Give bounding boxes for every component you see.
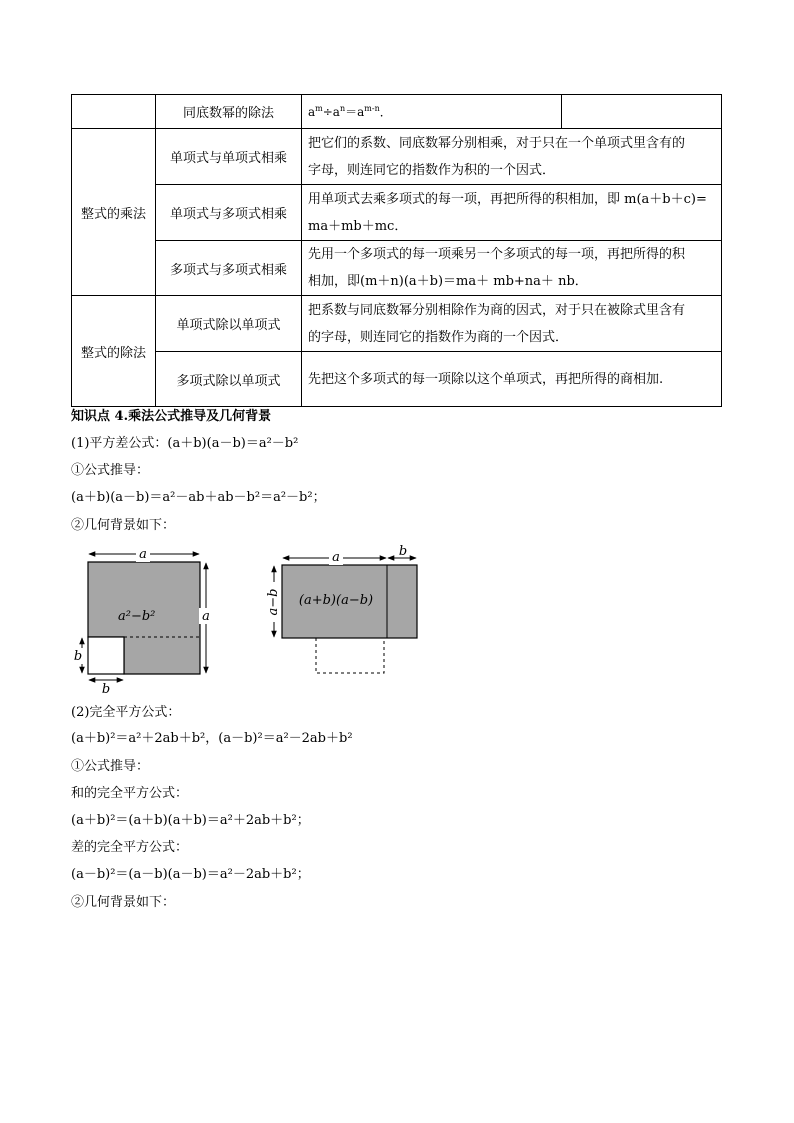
paragraph: (1)平方差公式：(a＋b)(a－b)＝a²－b² — [71, 436, 299, 451]
dashed-outline — [316, 638, 384, 673]
table-cell-description — [302, 296, 722, 352]
rules-table — [71, 94, 722, 407]
desc-line: ma＋mb＋mc． — [308, 218, 408, 234]
label-a-top: a — [332, 550, 340, 565]
desc-line: 的字母，则连同它的指数作为商的一个因式． — [308, 329, 569, 345]
table-row — [72, 95, 722, 129]
table-cell-subtopic: 单项式除以单项式 — [156, 296, 302, 352]
desc-line: 用单项式去乘多项式的每一项，再把所得的积相加，即 m(a＋b＋c)= — [308, 191, 707, 207]
table-row — [72, 241, 722, 296]
label-a-top: a — [139, 547, 147, 562]
table-cell-category: 整式的乘法 — [72, 129, 156, 296]
table-cell-subtopic: 多项式除以单项式 — [156, 352, 302, 407]
paragraph: (2)完全平方公式： — [71, 705, 181, 720]
desc-line: 字母，则连同它的指数作为积的一个因式． — [308, 162, 556, 178]
desc-line: 相加，即(m＋n)(a＋b)＝ma＋ mb+na＋ nb． — [308, 274, 588, 289]
paragraph: ②几何背景如下： — [71, 895, 176, 910]
small-square — [88, 637, 124, 674]
table-row — [72, 296, 722, 352]
paragraph: 差的完全平方公式： — [71, 840, 189, 855]
table-cell-description — [302, 241, 722, 296]
label-center: a²−b² — [118, 609, 156, 624]
table-cell-description — [302, 185, 722, 241]
section-heading: 知识点 4.乘法公式推导及几何背景 — [71, 409, 272, 424]
table-cell-empty — [72, 95, 156, 129]
desc-line: 先把这个多项式的每一项除以这个单项式，再把所得的商相加. — [308, 371, 664, 387]
desc-line: 先用一个多项式的每一项乘另一个多项式的每一项，再把所得的积 — [308, 247, 686, 262]
paragraph: (a＋b)²＝(a＋b)(a＋b)＝a²＋2ab＋b²； — [71, 813, 310, 828]
table-cell-subtopic: 多项式与多项式相乘 — [156, 241, 302, 296]
paragraph: (a＋b)(a－b)＝a²－ab＋ab－b²＝a²－b²； — [71, 490, 326, 505]
desc-line: 把系数与同底数幂分别相除作为商的因式，对于只在被除式里含有 — [308, 302, 686, 318]
table-cell-subtopic: 同底数幂的除法 — [156, 95, 302, 129]
table-cell-category: 整式的除法 — [72, 296, 156, 407]
paragraph: (a－b)²＝(a－b)(a－b)＝a²－2ab＋b²； — [71, 867, 310, 882]
paragraph: ①公式推导： — [71, 759, 150, 774]
label-b-left: b — [73, 649, 83, 664]
table-cell-formula: $a^m\div a^n=a^{m-n}$． — [302, 95, 562, 129]
paragraph: ②几何背景如下： — [71, 518, 176, 533]
label-a-minus-b: a−b — [266, 588, 281, 616]
table-cell-description — [302, 129, 722, 185]
label-a-right: a — [202, 609, 210, 624]
label-b-bottom: b — [101, 682, 111, 695]
difference-of-squares-figure — [66, 540, 226, 695]
label-center: (a+b)(a−b) — [298, 593, 374, 608]
paragraph: ①公式推导： — [71, 463, 150, 478]
paragraph: 和的完全平方公式： — [71, 786, 189, 801]
paragraph: (a＋b)²＝a²＋2ab＋b²，(a－b)²＝a²－2ab＋b² — [71, 731, 353, 746]
table-cell-empty — [562, 95, 722, 129]
table-cell-subtopic: 单项式与多项式相乘 — [156, 185, 302, 241]
table-row — [72, 185, 722, 241]
table-cell-description — [302, 352, 722, 407]
table-row — [72, 352, 722, 407]
desc-line: 把它们的系数、同底数幂分别相乘，对于只在一个单项式里含有的 — [308, 135, 686, 151]
rectangle-rearrangement-figure — [262, 540, 427, 680]
table-cell-subtopic: 单项式与单项式相乘 — [156, 129, 302, 185]
label-b-top: b — [398, 544, 408, 559]
table-row — [72, 129, 722, 185]
